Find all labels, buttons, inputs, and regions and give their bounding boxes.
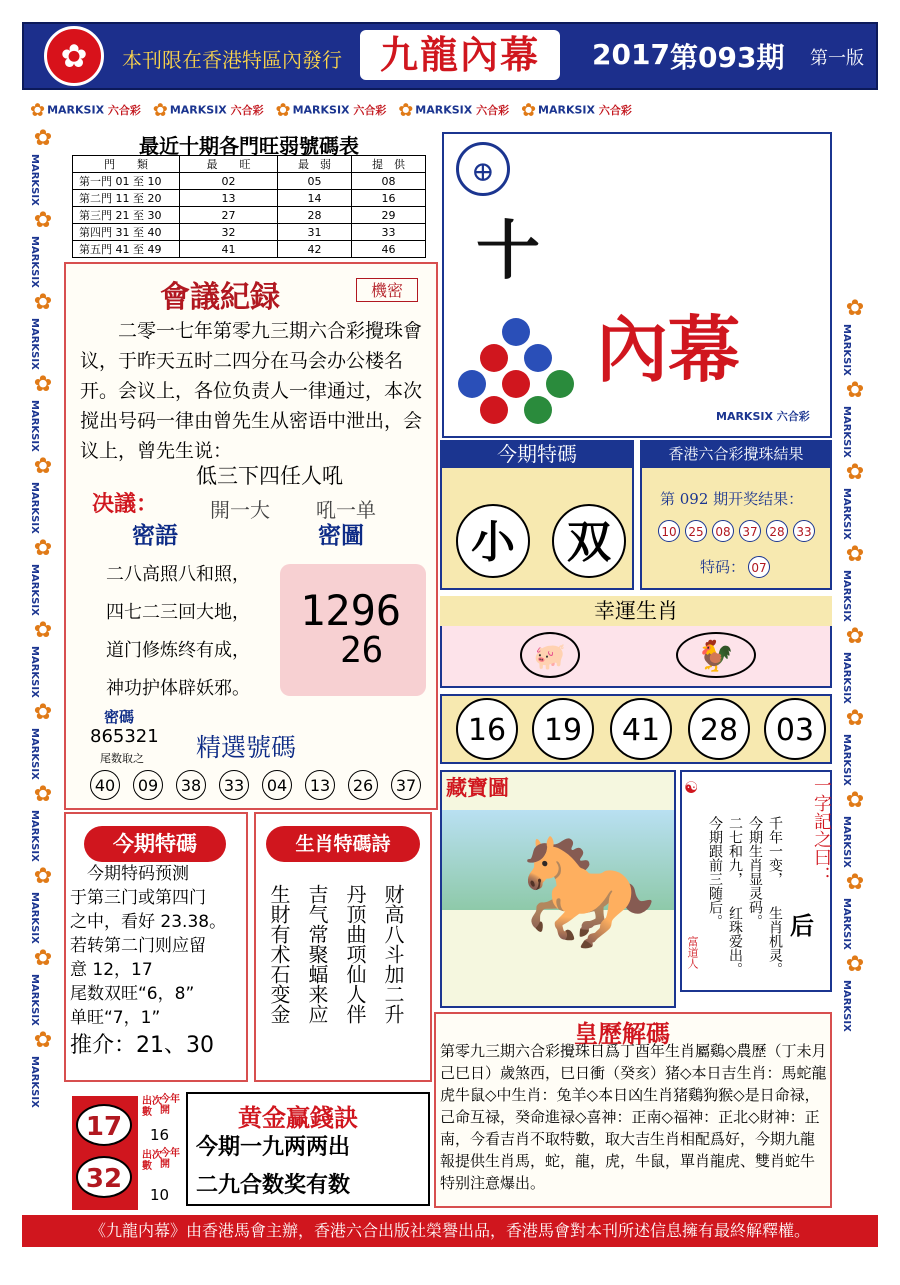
table-cell: 第二門 11 至 20 [73, 190, 180, 207]
poem-line: 神功护体辟妖邪。 [106, 678, 250, 699]
one-word-line: 今期生肖显灵码。 [747, 816, 763, 928]
table-row [73, 207, 426, 224]
number-ball: 37 [391, 770, 421, 800]
table-cell: 05 [277, 173, 351, 190]
parity-prediction: 双 [552, 504, 626, 578]
resolution-open: 開一大 [210, 498, 270, 522]
result-ball: 33 [793, 520, 815, 542]
result-ball: 37 [739, 520, 761, 542]
compass-icon: ⊕ [456, 142, 510, 196]
one-word-line: 千年一变， [767, 816, 783, 886]
yin-yang-icon: ☯ [684, 778, 699, 797]
lucky-number: 03 [764, 698, 826, 760]
flower-icon: ✿ [520, 100, 537, 121]
result-ball: 08 [712, 520, 734, 542]
flower-icon: ✿ [152, 100, 168, 121]
column-header: 門 類 [73, 156, 180, 173]
poster-title: 內幕 [596, 307, 741, 392]
poem-column: 吉气常聚蝠来应 [305, 884, 329, 1024]
one-word-title: 一字記之曰： [811, 776, 832, 884]
meeting-body-text: 二零一七年第零九三期六合彩攪珠會议，于昨天五时二四分在马会办公楼名开。会议上，各位负责人一律通过，本次搅出号码一律由曾先生从密语中泄出，会议上，曾先生说： [80, 320, 423, 462]
table-cell: 第三門 21 至 30 [73, 207, 180, 224]
number-ball: 38 [176, 770, 206, 800]
lucky-number: 19 [532, 698, 594, 760]
almanac-title: 皇歷解碼 [574, 1019, 670, 1048]
year-label: 今年開 [160, 1148, 180, 1170]
table-cell: 14 [277, 190, 351, 207]
poster-title-char: 十 [476, 214, 540, 289]
table-row [73, 190, 426, 207]
poem-line: 四七二三回大地， [106, 602, 250, 623]
masthead-title: 九龍內幕 [360, 30, 560, 80]
special-prediction-title: 今期特碼 [84, 826, 226, 862]
column-header: 最 弱 [277, 156, 351, 173]
meeting-title: 會議紀録 [160, 280, 280, 315]
one-word-line: 红珠爱出。 [727, 906, 743, 976]
table-header-row [73, 156, 426, 173]
special-prediction-text: 今期特码预测 于第三门或第四门 之中，看好 23.38。 若转第二门则应留 意 12，17 尾数双旺“6，8” 单旺“7，1” 推介：21、30 [70, 864, 227, 1058]
flower-icon: ✿ [275, 100, 291, 121]
footer-disclaimer: 《九龍内幕》由香港馬會主辦，香港六合出版社榮譽出品，香港馬會對本刊所述信息擁有最終解釋權。 [89, 1221, 810, 1240]
resolution-roar: 吼一单 [316, 498, 376, 522]
appearance-label: 出次數 [142, 1096, 162, 1118]
code-words-label: 密語 [132, 522, 178, 549]
result-ball: 10 [658, 520, 680, 542]
flower-icon: ✿ [398, 100, 414, 121]
almanac-text: 第零九三期六合彩攪珠日爲丁酉年生肖屬鷄◇農歷（丁未月己巳日）歲煞西，巳日衝（癸亥）猪◇本日吉生肖：馬蛇龍虎牛鼠◇中生肖：兔羊◇本日凶生肖猪鷄狗猴◇是日命禄，己命互禄，癸命進禄◇喜神：正南◇福神：正北◇財神：正南，今看吉肖不取特數，取大吉生肖相配爲好，今期九龍報提供生肖馬，蛇，龍，虎，牛鼠，單肖龍虎、雙肖蛇牛特别注意爆出。 [440, 1042, 827, 1192]
flower-icon: ✿ [30, 100, 46, 121]
number-ball: 13 [305, 770, 335, 800]
draw-result-title: 香港六合彩攪珠結果 [640, 440, 832, 468]
circulation-notice: 本刊限在香港特區內發行 [122, 48, 342, 72]
draw-result-issue: 第 092 期开奖结果： [660, 490, 804, 508]
selected-numbers-title: 精選號碼 [196, 733, 297, 762]
result-ball: 25 [685, 520, 707, 542]
table-cell: 41 [180, 241, 278, 258]
appearance-count: 16 [150, 1126, 170, 1144]
hot-number: 17 [76, 1104, 132, 1146]
hot-number: 32 [76, 1156, 132, 1198]
issue-number: 第093期 [670, 41, 785, 74]
number-ball: 33 [219, 770, 249, 800]
poster-brand: MARKSIX 六合彩 [716, 410, 810, 423]
column-header: 提 供 [351, 156, 425, 173]
rooster-icon: 🐓 [676, 632, 756, 678]
pig-icon: 🐖 [520, 632, 580, 678]
poem-column: 丹顶曲项仙人伴 [343, 884, 367, 1024]
zodiac-poem-title: 生肖特碼詩 [266, 826, 420, 862]
special-number-label: 特码： [700, 558, 746, 576]
this-issue-title: 今期特碼 [440, 440, 634, 468]
special-number-ball: 07 [748, 556, 770, 578]
issue-year: 2017 [592, 38, 670, 71]
year-label: 今年開 [160, 1094, 180, 1116]
hot-cold-table-title: 最近十期各門旺弱號碼表 [139, 134, 359, 158]
number-ball: 40 [90, 770, 120, 800]
lucky-zodiac-title: 幸運生肖 [440, 596, 832, 626]
hot-cold-table [72, 155, 426, 258]
table-cell: 08 [351, 173, 425, 190]
one-word-line: 二七和九， [727, 816, 743, 886]
hk-emblem-icon: ✿ [44, 26, 104, 86]
left-brand-column: ✿ MARKSIX ✿ MARKSIX ✿ MARKSIX ✿ MARKSIX ✿ MARKSIX ✿ MARKSIX ✿ MARKSIX ✿ MARKSIX ✿ MARKSIX ✿ MARKSIX ✿ MARKSIX ✿ MARKSIX [29, 126, 53, 1108]
table-cell: 13 [180, 190, 278, 207]
secret-badge: 機密 [356, 278, 418, 302]
edition-label: 第一版 [810, 48, 864, 69]
lucky-number: 28 [688, 698, 750, 760]
result-ball: 28 [766, 520, 788, 542]
top-brand-row: ✿ MARKSIX 六合彩 ✿ MARKSIX 六合彩 ✿ MARKSIX 六合彩 ✿ MARKSIX 六合彩 ✿ MARKSIX 六合彩 [30, 100, 632, 121]
table-cell: 第一門 01 至 10 [73, 173, 180, 190]
number-ball: 26 [348, 770, 378, 800]
golden-tip-line: 二九合数奖有数 [196, 1172, 351, 1198]
table-cell: 29 [351, 207, 425, 224]
poem-column: 生財有术石变金 [267, 884, 291, 1024]
table-cell: 33 [351, 224, 425, 241]
table-cell: 16 [351, 190, 425, 207]
code-picture-label: 密圖 [318, 522, 364, 549]
one-word-line: 今期跟前三随后。 [707, 816, 723, 928]
horse-icon: 🐎 [520, 827, 657, 955]
table-row [73, 224, 426, 241]
table-cell: 46 [351, 241, 425, 258]
table-row [73, 241, 426, 258]
table-cell: 第五門 41 至 49 [73, 241, 180, 258]
one-word-line: 生肖机灵。 [767, 906, 783, 976]
secret-code-note: 尾数取之 [100, 752, 144, 765]
appearance-label: 出次數 [142, 1150, 162, 1172]
meeting-slogan: 低三下四任人吼 [196, 464, 343, 488]
table-cell: 27 [180, 207, 278, 224]
poem-line: 二八高照八和照， [106, 564, 250, 585]
poem-line: 道门修炼终有成， [106, 640, 250, 661]
handwritten-number: 26 [340, 630, 384, 671]
one-word-answer: 后 [790, 911, 814, 940]
appearance-count: 10 [150, 1186, 170, 1204]
table-cell: 02 [180, 173, 278, 190]
lucky-number: 41 [610, 698, 672, 760]
number-ball: 09 [133, 770, 163, 800]
golden-tip-line: 今期一九两两出 [196, 1134, 351, 1160]
secret-code-label: 密碼 [104, 708, 135, 726]
size-prediction: 小 [456, 504, 530, 578]
resolution-label: 决議： [92, 491, 159, 517]
secret-code-value: 865321 [90, 726, 159, 747]
treasure-map-title: 藏寶圖 [446, 775, 509, 800]
one-word-signature: 富道人 [686, 936, 699, 969]
lottery-balls-icon [458, 318, 586, 426]
right-brand-column: ✿ MARKSIX ✿ MARKSIX ✿ MARKSIX ✿ MARKSIX ✿ MARKSIX ✿ MARKSIX ✿ MARKSIX ✿ MARKSIX ✿ MARKSIX [841, 296, 865, 1032]
table-row [73, 173, 426, 190]
table-cell: 28 [277, 207, 351, 224]
handwritten-number: 1296 [300, 586, 402, 635]
lucky-number: 16 [456, 698, 518, 760]
number-ball: 04 [262, 770, 292, 800]
table-cell: 31 [277, 224, 351, 241]
table-cell: 第四門 31 至 40 [73, 224, 180, 241]
table-cell: 42 [277, 241, 351, 258]
table-cell: 32 [180, 224, 278, 241]
poem-column: 财高八斗加二升 [381, 884, 405, 1024]
golden-tip-title: 黄金赢錢訣 [238, 1103, 358, 1132]
column-header: 最 旺 [180, 156, 278, 173]
